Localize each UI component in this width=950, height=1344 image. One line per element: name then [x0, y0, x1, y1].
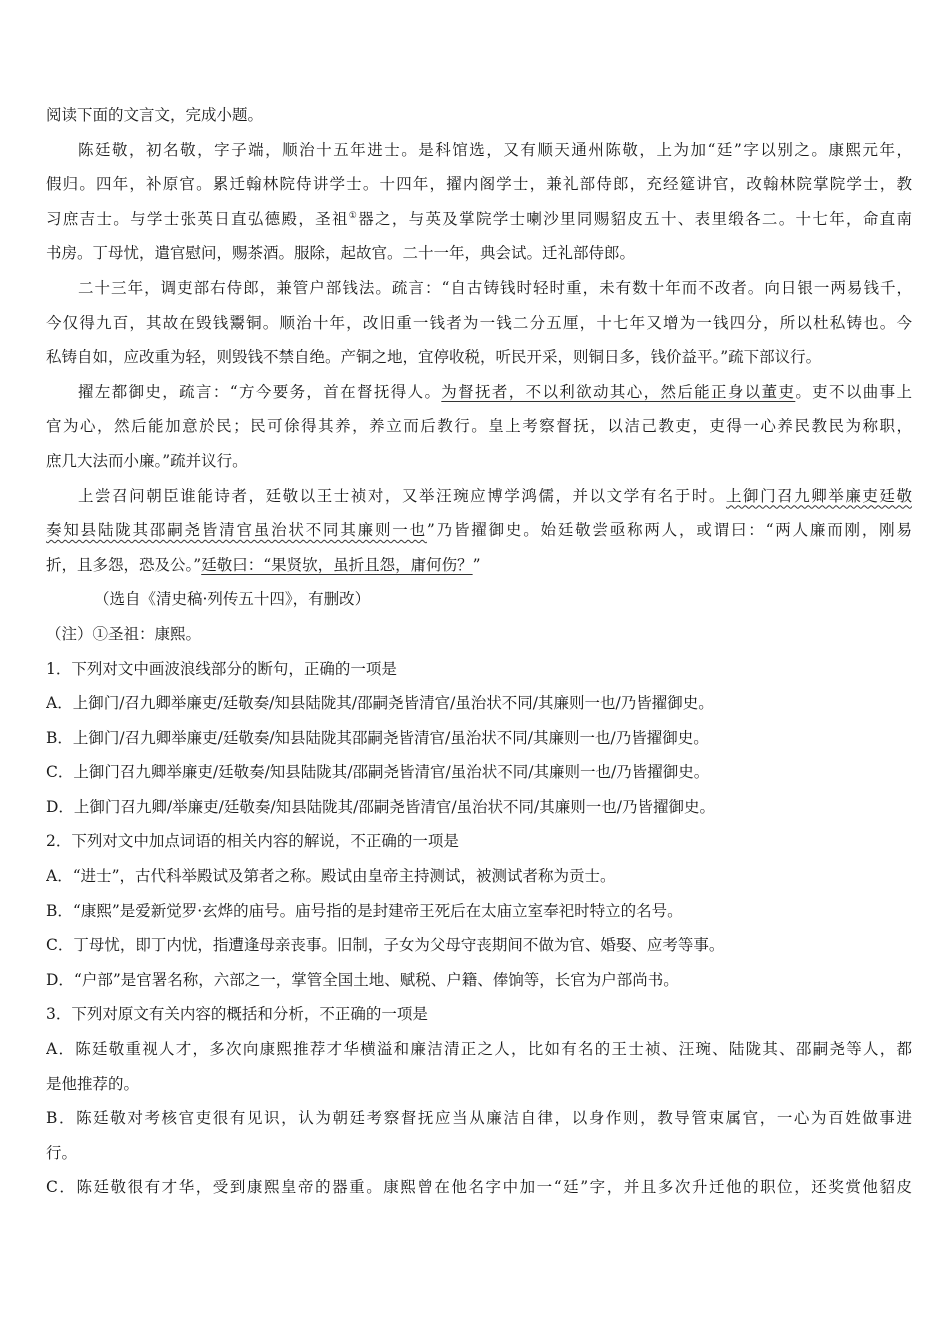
option-b: B．“康熙”是爱新觉罗·玄烨的庙号。庙号指的是封建帝王死后在太庙立室奉祀时特立的名号。: [46, 901, 683, 920]
option-c: C．上御门召九卿举廉吏/廷敬奏/知县陆陇其/邵嗣尧皆清官/虽治状不同/其廉则一也/乃皆擢御史。: [46, 763, 710, 782]
footnote-marker: ①: [348, 210, 359, 221]
passage-line: 今仅得九百，其故在毁钱鬻铜。顺治十年，改旧重一钱者为一钱二分五厘，十七年又增为一钱四分，所以杜私铸也。今: [46, 313, 912, 332]
question-1: [46, 652, 912, 825]
underlined-sentence: 廷敬曰：“果贤欤，虽折且怨，庸何伤？: [201, 555, 473, 574]
passage-line: 假归。四年，补原官。累迁翰林院侍讲学士。十四年，擢内阁学士，兼礼部侍郎，充经筵讲官，改翰林院掌院学士，教: [46, 175, 912, 194]
option-a: A．上御门/召九卿举廉吏/廷敬奏/知县陆陇其/邵嗣尧皆清官/虽治状不同/其廉则一也/乃皆擢御史。: [46, 694, 714, 713]
passage-line: [46, 548, 912, 583]
wavy-underlined-text: 上御门召九卿举廉吏廷敬: [725, 486, 912, 505]
option-b: B．上御门/召九卿举廉吏/廷敬奏/知县陆陇其邵嗣尧皆清官/虽治状不同/其廉则一也/乃皆擢御史。: [46, 728, 709, 747]
passage-text: 折，且多怨，恐及公。”: [46, 555, 202, 574]
passage-text: ”: [472, 555, 481, 574]
passage-line: 二十三年，调吏部右侍郎，兼管户部钱法。疏言：“自古铸钱时轻时重，未有数十年而不改者。向日银一两易钱千，: [78, 278, 912, 297]
passage-line: [46, 513, 912, 548]
option-c: C．丁母忧，即丁内忧，指遭逢母亲丧事。旧制，子女为父母守丧期间不做为官、婚娶、应考等事。: [46, 936, 725, 955]
exam-page: [46, 98, 912, 1205]
passage-text: 。吏不以曲事上: [795, 382, 912, 401]
passage-line: 庶几大法而小廉。”疏并议行。: [46, 451, 248, 470]
footnote: （注）①圣祖：康熙。: [46, 624, 202, 643]
passage-line: 书房。丁母忧，遣官慰问，赐茶酒。服除，起故官。二十一年，典会试。迁礼部侍郎。: [46, 244, 636, 263]
option-d: D．上御门召九卿/举廉吏/廷敬奏/知县陆陇其/邵嗣尧皆清官/虽治状不同/其廉则一也/乃皆擢御史。: [46, 797, 715, 816]
passage-source: （选自《清史稿·列传五十四》，有删改）: [94, 590, 371, 609]
passage-line: [46, 202, 912, 237]
option-a-continued: 是他推荐的。: [46, 1074, 140, 1093]
passage-text: 习庶吉士。与学士张英日直弘德殿，圣祖: [46, 209, 349, 228]
option-b-continued: 行。: [46, 1143, 78, 1162]
reading-instruction: 阅读下面的文言文，完成小题。: [46, 106, 264, 124]
passage-text: ”乃皆擢御史。始廷敬尝亟称两人，或谓曰：“两人廉而刚，刚易: [426, 521, 912, 540]
option-c: C．陈廷敬很有才华，受到康熙皇帝的器重。康熙曾在他名字中加一“廷”字，并且多次升迁他的职位，还奖赏他貂皮: [46, 1178, 912, 1197]
passage-line: 官为心，然后能加意於民；民可俆得其养，养立而后教行。皇上考察督抚，以洁己教吏，吏得一心养民教民为称职，: [46, 417, 912, 436]
option-a: A．“进士”，古代科举殿试及第者之称。殿试由皇帝主持测试，被测试者称为贡士。: [46, 867, 616, 886]
wavy-underlined-text: 奏知县陆陇其邵嗣尧皆清官虽治状不同其廉则一也: [46, 521, 427, 540]
passage-paragraph-1: [46, 133, 912, 271]
passage-line: 陈廷敬，初名敬，字子端，顺治十五年进士。是科馆选，又有顺天通州陈敬，上为加“廷”字以别之。康熙元年，: [78, 140, 912, 159]
passage-text: 擢左都御史，疏言：“方今要务，首在督抚得人。: [78, 382, 442, 401]
option-d: D．“户部”是官署名称，六部之一，掌管全国土地、赋税、户籍、俸饷等，长官为户部尚书。: [46, 970, 679, 989]
passage-text: 器之，与英及掌院学士喇沙里同赐貂皮五十、表里缎各二。十七年，命直南: [358, 209, 912, 228]
option-b: B．陈廷敬对考核官吏很有见识，认为朝廷考察督抚应当从廉洁自律，以身作则，教导管束属官，一心为百姓做事进: [46, 1109, 912, 1128]
passage-line: [46, 479, 912, 514]
question-2: [46, 824, 912, 997]
underlined-sentence: 为督抚者，不以利欲动其心，然后能正身以董吏: [441, 382, 796, 401]
question-stem: 1．下列对文中画波浪线部分的断句，正确的一项是: [46, 659, 397, 678]
passage-paragraph-4: [46, 479, 912, 583]
question-stem: 2．下列对文中加点词语的相关内容的解说，不正确的一项是: [46, 832, 459, 851]
passage-text: 上尝召问朝臣谁能诗者，廷敬以王士祯对，又举汪琬应博学鸿儒，并以文学有名于时。: [78, 486, 726, 505]
option-a: A．陈廷敬重视人才，多次向康熙推荐才华横溢和廉洁清正之人，比如有名的王士祯、汪琬、陆陇其、邵嗣尧等人，都: [46, 1040, 912, 1059]
passage-line: [46, 375, 912, 410]
question-stem: 3．下列对原文有关内容的概括和分析，不正确的一项是: [46, 1005, 428, 1024]
passage-paragraph-2: [46, 271, 912, 375]
passage-line: 私铸自如，应改重为轻，则毁钱不禁自绝。产铜之地，宜停收税，听民开采，则铜日多，钱价益平。”疏下部议行。: [46, 348, 822, 367]
question-3: [46, 997, 912, 1205]
passage-paragraph-3: [46, 375, 912, 479]
